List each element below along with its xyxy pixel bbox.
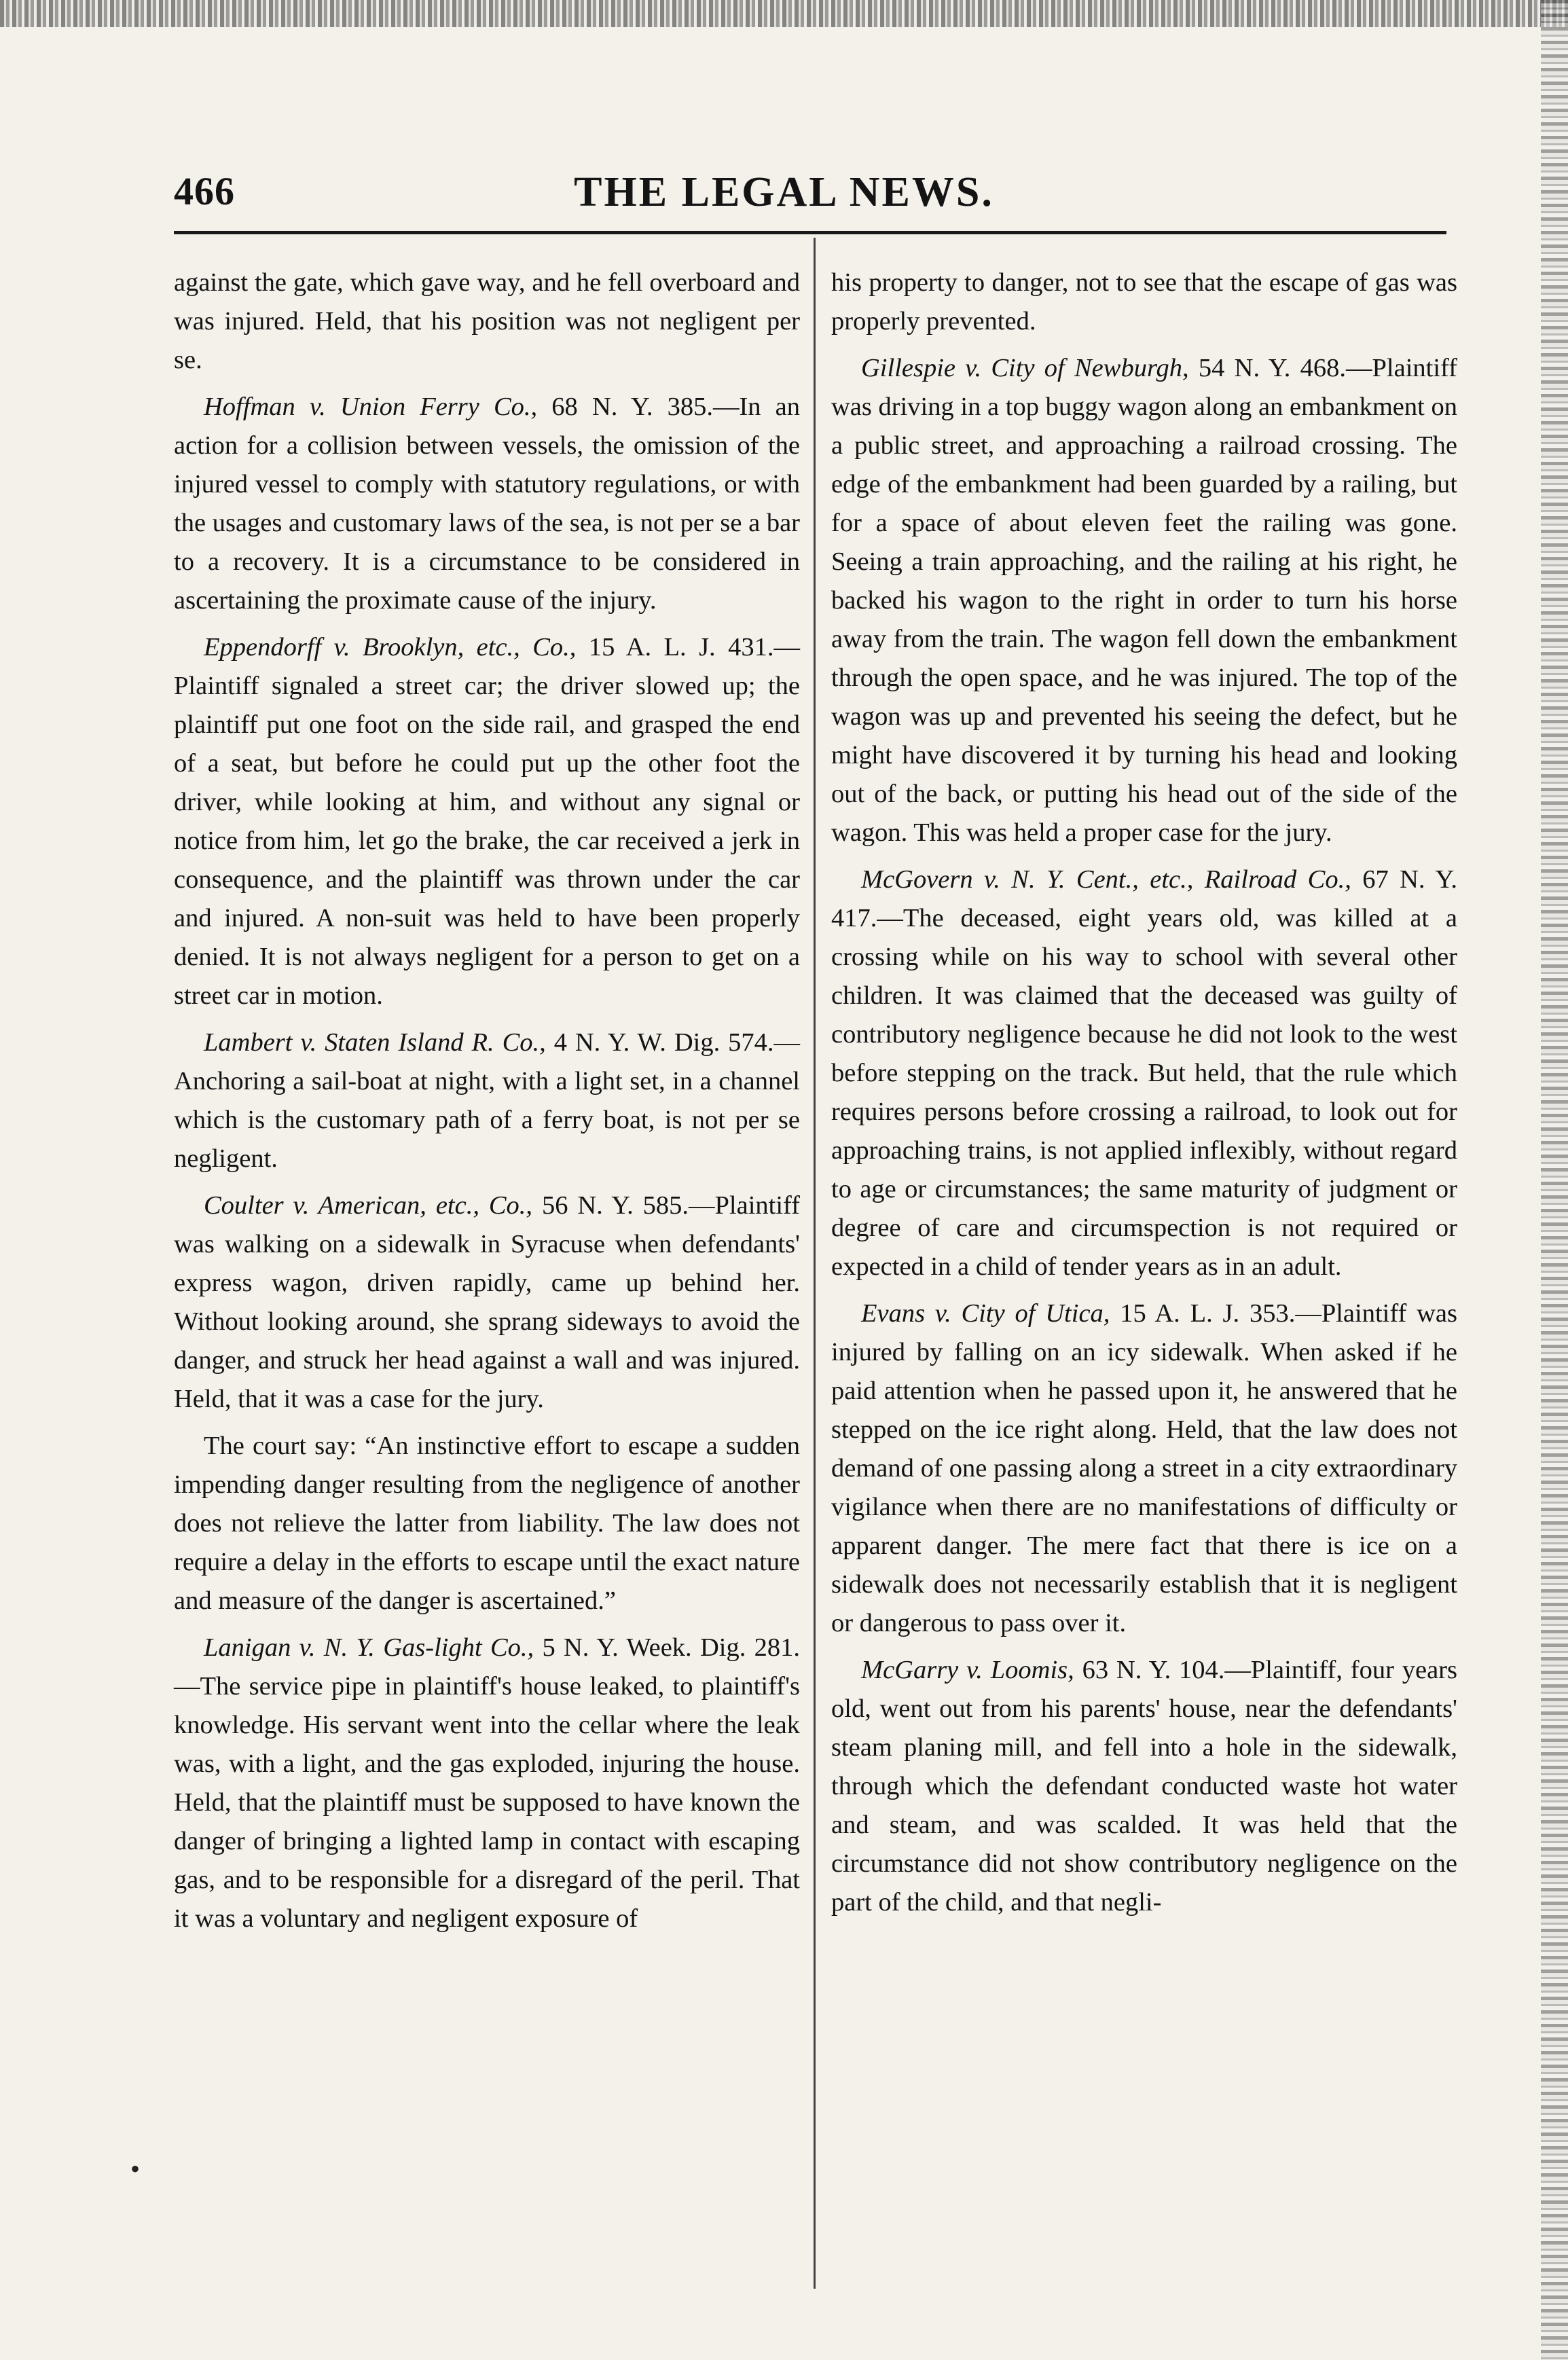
paragraph-text: 54 N. Y. 468.—Plaintiff was driving in a top buggy wagon along an embankment on a public street, and approaching a railroad crossing. The edge of the embankment had been guarded by a railing, but for a space of about eleven feet the railing was gone. Seeing a train approaching, and the railing at his right, he backed his wagon to the right in order to turn his horse away from the train. The wagon fell down the embankment through the open space, and he was injured. The top of the wagon was up and prevented his seeing the defect, but he might have discovered it by turning his head and looking out of the back, or putting his head out of the side of the wagon. This was held a proper case for the jury.	[831, 354, 1458, 847]
case-citation: Hoffman v. Union Ferry Co.,	[204, 393, 538, 421]
scan-speck: •	[130, 2154, 141, 2184]
left-paragraph-2	[174, 628, 800, 1015]
paragraph-text: 15 A. L. J. 431.—Plaintiff signaled a street car; the driver slowed up; the plaintiff put one foot on the side rail, and grasped the end of a seat, but before he could put up the other foot the driver, while looking at him, and without any signal or notice from him, let go the brake, the car received a jerk in consequence, and the plaintiff was thrown under the car and injured. A non-suit was held to have been properly denied. It is not always negligent for a person to get on a street car in motion.	[174, 633, 800, 1010]
left-paragraph-4	[174, 1186, 800, 1419]
paragraph-text: 4 N. Y. W. Dig. 574.—Anchoring a sail-boat at night, with a light set, in a channel which is the customary path of a ferry boat, is not per se negligent.	[174, 1028, 800, 1173]
right-column	[831, 264, 1457, 1930]
left-paragraph-5	[174, 1427, 800, 1620]
paragraph-text: The court say: “An instinctive effort to escape a sudden impending danger resulting from the negligence of another does not relieve the latter from liability. The law does not require a delay in the efforts to escape until the exact nature and measure of the danger is ascertained.”	[174, 1432, 800, 1615]
case-citation: Coulter v. American, etc., Co.,	[204, 1191, 533, 1220]
right-paragraph-0	[831, 264, 1457, 341]
paragraph-text: 5 N. Y. Week. Dig. 281.—The service pipe in plaintiff's house leaked, to plaintiff's knowledge. His servant went into the cellar where the leak was, with a light, and the gas exploded, injuring the house. Held, that the plaintiff must be supposed to have known the danger of bringing a lighted lamp in contact with escaping gas, and to be responsible for a disregard of the peril. That it was a voluntary and negligent exposure of	[174, 1633, 800, 1933]
case-citation: Lanigan v. N. Y. Gas-light Co.,	[204, 1633, 534, 1662]
left-paragraph-3	[174, 1023, 800, 1178]
left-paragraph-0	[174, 264, 800, 380]
paragraph-text: his property to danger, not to see that the escape of gas was properly prevented.	[831, 268, 1457, 335]
column-divider	[814, 238, 816, 2289]
right-paragraph-4	[831, 1651, 1457, 1922]
paragraph-text: 15 A. L. J. 353.—Plaintiff was injured by falling on an icy sidewalk. When asked if he paid attention when he passed upon it, he answered that he stepped on the ice right along. Held, that the law does not demand of one passing along a street in a city extraordinary vigilance when there are no manifestations of difficulty or apparent danger. The mere fact that there is ice on a sidewalk does not necessarily establish that it is negligent or dangerous to pass over it.	[831, 1299, 1457, 1637]
scan-edge-right	[1541, 0, 1568, 2360]
case-citation: Eppendorff v. Brooklyn, etc., Co.,	[204, 633, 577, 661]
right-paragraph-3	[831, 1294, 1457, 1643]
left-paragraph-6	[174, 1629, 800, 1938]
left-paragraph-1	[174, 388, 800, 620]
page-number: 466	[174, 169, 235, 213]
left-column	[174, 264, 800, 1946]
right-paragraph-1	[831, 349, 1457, 852]
case-citation: Lambert v. Staten Island R. Co.,	[204, 1028, 546, 1057]
scan-edge-top	[0, 0, 1568, 27]
paragraph-text: 68 N. Y. 385.—In an action for a collision between vessels, the omission of the injured vessel to comply with statutory regulations, or with the usages and customary laws of the sea, is not per se a bar to a recovery. It is a circumstance to be considered in ascertaining the proximate cause of the injury.	[174, 393, 801, 615]
header-rule	[174, 231, 1446, 234]
case-citation: McGarry v. Loomis,	[861, 1656, 1074, 1684]
running-title: THE LEGAL NEWS.	[574, 169, 994, 215]
paragraph-text: 67 N. Y. 417.—The deceased, eight years old, was killed at a crossing while on his way to school with several other children. It was claimed that the deceased was guilty of contributory negligence because he did not look to the west before stepping on the track. But held, that the rule which requires persons before crossing a railroad, to look out for approaching trains, is not applied inflexibly, without regard to age or circumstances; the same maturity of judgment or degree of care and circumspection is not required or expected in a child of tender years as in an adult.	[831, 865, 1457, 1281]
case-citation: Gillespie v. City of Newburgh,	[861, 354, 1189, 382]
paragraph-text: 63 N. Y. 104.—Plaintiff, four years old, went out from his parents' house, near the defendants' steam planing mill, and fell into a hole in the sidewalk, through which the defendant conducted waste hot water and steam, and was scalded. It was held that the circumstance did not show contributory negligence on the part of the child, and that negli-	[831, 1656, 1457, 1917]
case-citation: Evans v. City of Utica,	[861, 1299, 1110, 1328]
case-citation: McGovern v. N. Y. Cent., etc., Railroad Co.,	[861, 865, 1351, 894]
paragraph-text: against the gate, which gave way, and he fell overboard and was injured. Held, that his position was not negligent per se.	[174, 268, 800, 374]
paragraph-text: 56 N. Y. 585.—Plaintiff was walking on a sidewalk in Syracuse when defendants' express wagon, driven rapidly, came up behind her. Without looking around, she sprang sideways to avoid the danger, and struck her head against a wall and was injured. Held, that it was a case for the jury.	[174, 1191, 800, 1413]
right-paragraph-2	[831, 860, 1457, 1286]
